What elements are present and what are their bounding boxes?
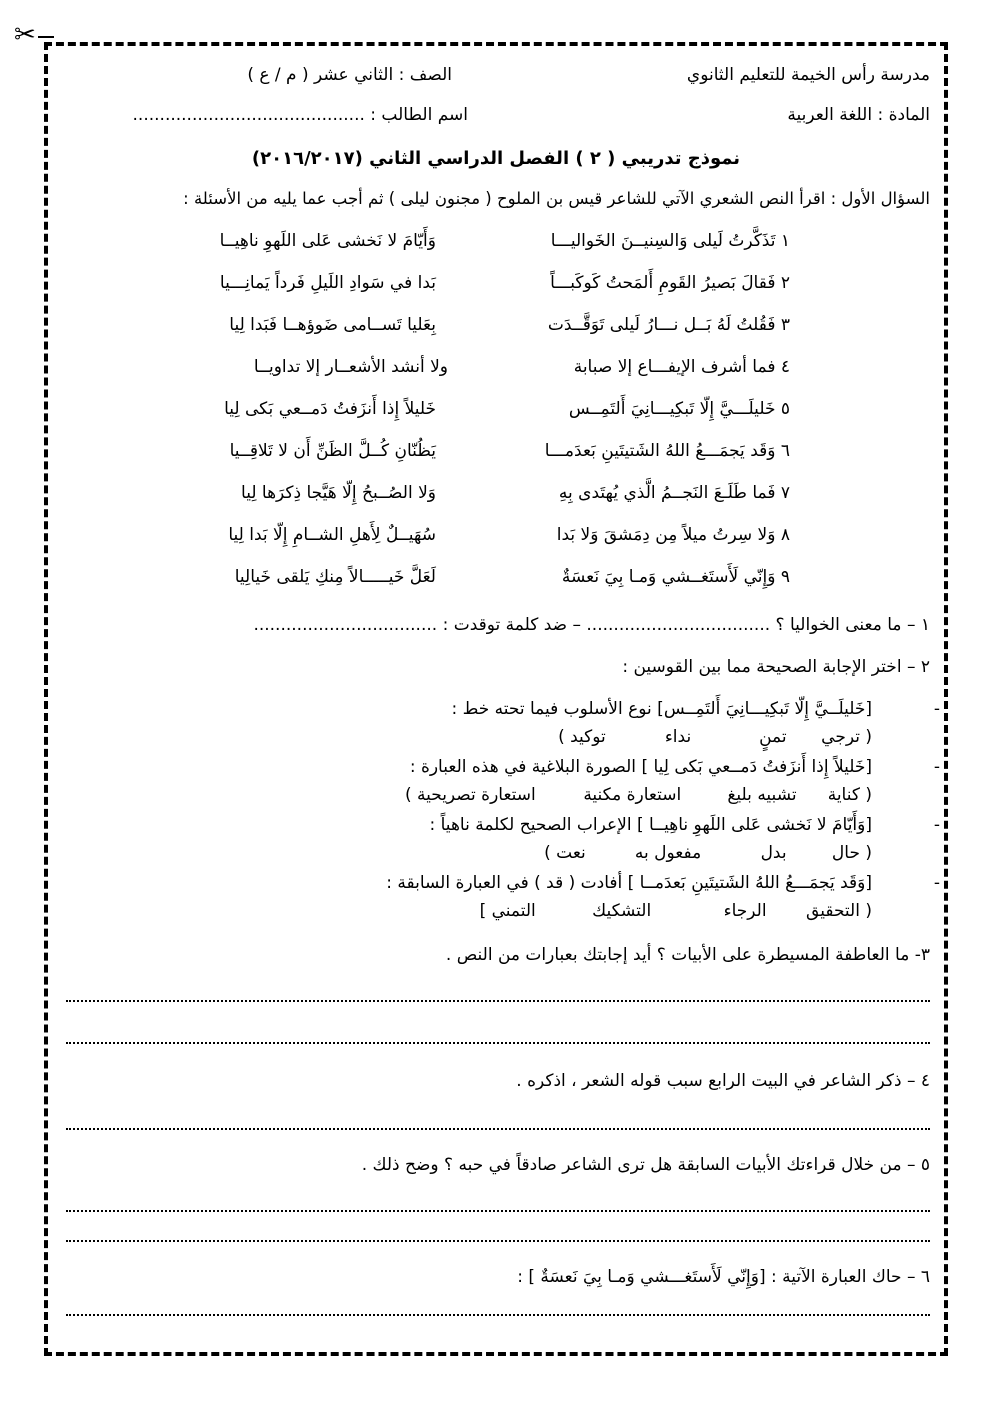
page-title: نموذج تدريبي ( ٢ ) الفصل الدراسي الثاني (٢٠١٦/٢٠١٧) bbox=[251, 148, 741, 169]
answer-line[interactable] bbox=[66, 1240, 930, 1242]
verse-8-second: سُهَيــلٌ لِأَهلِ الشــامِ إِلّا بَدا لِيا bbox=[228, 525, 436, 545]
option[interactable]: ( حال bbox=[831, 843, 872, 863]
bullet-dash: - bbox=[933, 757, 940, 777]
question1-intro: السؤال الأول : اقرأ النص الشعري الآتي للشاعر قيس بن الملوح ( مجنون ليلى ) ثم أجب عما يليه من الأسئلة : bbox=[183, 189, 930, 208]
answer-line[interactable] bbox=[66, 1128, 930, 1130]
option[interactable]: توكيد ) bbox=[558, 727, 606, 747]
verse-1-second: وَأَيّامَ لا نَخشى عَلى اللَهوِ ناهِيــا bbox=[219, 231, 436, 251]
option[interactable]: تشبيه بليغ bbox=[727, 785, 797, 805]
option[interactable]: بدل bbox=[760, 843, 787, 863]
option[interactable]: الرجاء bbox=[723, 901, 767, 921]
option[interactable]: ( التحقيق bbox=[806, 901, 872, 921]
student-name-field[interactable]: اسم الطالب : ........................................... bbox=[132, 105, 468, 125]
q2-item-3-stem: [وَأَيّامَ لا نَخشى عَلى اللَهوِ ناهِيــا ] الإعراب الصحيح لكلمة ناهياً : bbox=[429, 815, 872, 835]
question-1-1[interactable]: ١ – ما معنى الخواليا ؟ .................................. – ضد كلمة توقدت : .................................. bbox=[253, 615, 930, 635]
verse-3-second: بِعَليا تَســامى ضَوؤهــا فَبَدا لِيا bbox=[229, 315, 436, 335]
verse-7-first: ٧ فَما طَلَـعَ النَجــمُ الَّذي يُهتَدى بِهِ bbox=[558, 483, 790, 503]
verse-6-first: ٦ وَقَد يَجمَـــعُ اللهُ الشَتيتَينِ بَعدَمـــا bbox=[544, 441, 790, 461]
question-1-3: ٣- ما العاطفة المسيطرة على الأبيات ؟ أيد إجابتك بعبارات من النص . bbox=[445, 945, 930, 965]
verse-5-second: خَليلاً إِذا أَنزَفتُ دَمــعي بَكى لِيا bbox=[224, 399, 436, 419]
school-name: مدرسة رأس الخيمة للتعليم الثانوي bbox=[686, 65, 930, 85]
option[interactable]: التمني ] bbox=[479, 901, 536, 921]
option[interactable]: ( كناية bbox=[827, 785, 872, 805]
q2-item-2-stem: [خَليلاً إِذا أَنزَفتُ دَمــعي بَكى لِيا ] الصورة البلاغية في هذه العبارة : bbox=[409, 757, 872, 777]
option[interactable]: استعارة تصريحية ) bbox=[404, 785, 536, 805]
question-1-4: ٤ – ذكر الشاعر في البيت الرابع سبب قوله الشعر ، اذكره . bbox=[516, 1071, 930, 1091]
bullet-dash: - bbox=[933, 699, 940, 719]
q2-item-1-options bbox=[526, 726, 872, 748]
verse-7-second: وَلا الصُــبحُ إِلّا هَيَّجا ذِكرَها لِيا bbox=[241, 483, 436, 503]
answer-line[interactable] bbox=[66, 1210, 930, 1212]
verse-2-second: بَدا في سَوادِ اللَيلِ فَرداً يَمانِـــيا bbox=[219, 273, 436, 293]
option[interactable]: نعت ) bbox=[544, 843, 586, 863]
option[interactable]: استعارة مكنية bbox=[583, 785, 682, 805]
bullet-dash: - bbox=[933, 815, 940, 835]
verse-8-first: ٨ وَلا سِرتُ ميلاً مِن دِمَشقَ وَلا بَدا bbox=[556, 525, 790, 545]
option[interactable]: نداء bbox=[664, 727, 692, 747]
verse-3-first: ٣ فَقُلتُ لَهُ بَــل نـــارُ لَيلى تَوَقَّــدَت bbox=[547, 315, 790, 335]
verse-6-second: يَظُنّانِ كُــلَّ الظَنِّ أَن لا تَلاقِــيا bbox=[229, 441, 436, 461]
option[interactable]: مفعول به bbox=[634, 843, 702, 863]
scissors-icon: ✂ bbox=[14, 20, 36, 50]
question-1-5: ٥ – من خلال قراءتك الأبيات السابقة هل ترى الشاعر صادقاً في حبه ؟ وضح ذلك . bbox=[361, 1155, 930, 1175]
grade-label: الصف : الثاني عشر ( م / ع ) bbox=[247, 65, 452, 85]
q2-item-4-options bbox=[456, 900, 872, 922]
verse-9-second: لَعَلَّ خَيـــــالاً مِنكِ يَلقى خَيالِيا bbox=[234, 567, 436, 587]
subject-label: المادة : اللغة العربية bbox=[787, 105, 930, 125]
cut-line bbox=[38, 36, 54, 38]
option[interactable]: ( ترجي bbox=[821, 727, 872, 747]
q2-item-3-options bbox=[516, 842, 872, 864]
verse-2-first: ٢ فَقالَ بَصيرُ القَومِ أَلمَحتُ كَوكَبـــاً bbox=[550, 273, 790, 293]
bullet-dash: - bbox=[933, 873, 940, 893]
option[interactable]: التشكيك bbox=[592, 901, 652, 921]
option[interactable]: تمنٍ bbox=[759, 727, 787, 747]
verse-5-first: ٥ خَليلَـــيَّ إِلّا تَبكِيـــانِيَ أَلتَمِــس bbox=[568, 399, 790, 419]
verse-1-first: ١ تَذَكَّرتُ لَيلى وَالسِنيــنَ الخَواليـــا bbox=[550, 231, 790, 251]
question-1-2-title: ٢ – اختر الإجابة الصحيحة مما بين القوسين : bbox=[622, 657, 930, 677]
q2-item-4-stem: [وَقَد يَجمَـــعُ اللهُ الشَتيتَينِ بَعدَمــا ] أفادت ( قد ) في العبارة السابقة : bbox=[386, 873, 872, 893]
q2-item-1-stem: [خَليلَــيَّ إِلّا تَبكِيـــانِيَ أَلتَمِــس] نوع الأسلوب فيما تحته خط : bbox=[451, 699, 872, 719]
q2-item-2-options bbox=[386, 784, 872, 806]
answer-line[interactable] bbox=[66, 1000, 930, 1002]
question-1-6: ٦ – حاك العبارة الآتية : [وَإِنّي لَأَستَغـــشي وَمـا بِيَ نَعسَةٌ ] : bbox=[517, 1267, 930, 1287]
answer-line[interactable] bbox=[66, 1314, 930, 1316]
verse-4-first: ٤ فما أشرف الإيفـــاع إلا صبابة bbox=[573, 357, 790, 377]
verse-4-second: ولا أنشد الأشعــار إلا تداويــا bbox=[253, 357, 448, 377]
answer-line[interactable] bbox=[66, 1042, 930, 1044]
verse-9-first: ٩ وَإِنّي لَأَستَغــشي وَمـا بِيَ نَعسَةٌ bbox=[561, 567, 790, 587]
